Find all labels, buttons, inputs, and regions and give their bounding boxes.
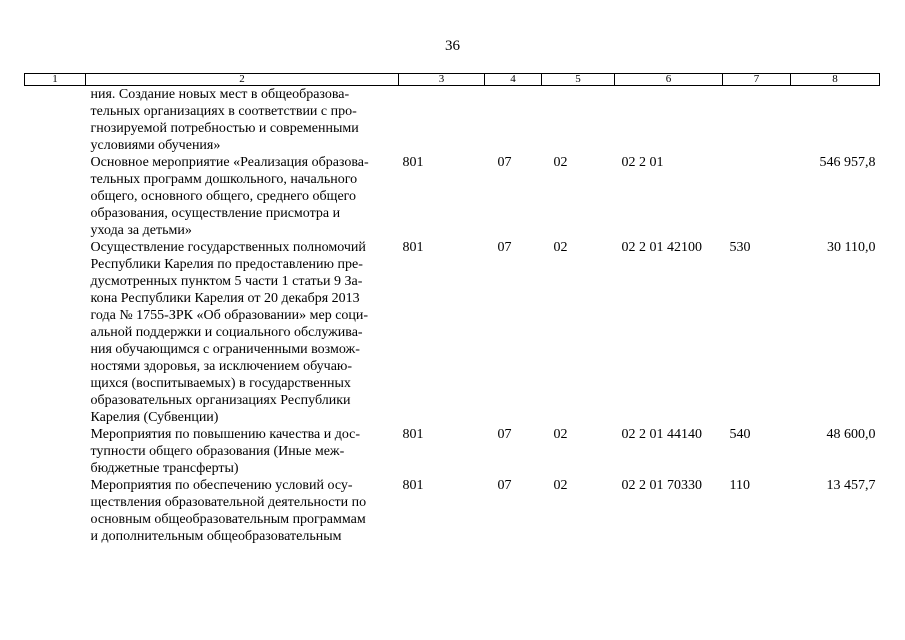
column-header: 2: [86, 74, 399, 86]
description-line: общего, основного общего, среднего общего: [90, 189, 357, 204]
table-row: [25, 86, 880, 155]
description-line: Основное мероприятие «Реализация образова-: [90, 155, 369, 170]
amount-cell: 48 600,0: [826, 427, 876, 442]
description-cell: [86, 86, 399, 155]
admin-code-cell: [399, 86, 485, 155]
description-line: ния. Создание новых мест в общеобразова-: [90, 87, 350, 102]
column-number-header: [25, 74, 880, 86]
column-header: 5: [542, 74, 615, 86]
description-cell: [86, 477, 399, 545]
row-number-cell: [25, 86, 86, 155]
subsection-cell: 02: [553, 478, 568, 493]
description-cell: [86, 239, 399, 426]
section-cell: 07: [497, 240, 512, 255]
expense-type-cell: 540: [729, 427, 751, 442]
description-line: года № 1755-ЗРК «Об образовании» мер соци-: [90, 308, 369, 323]
description-line: дусмотренных пунктом 5 части 1 статьи 9 За-: [90, 274, 363, 289]
description-line: образования, осуществление присмотра и: [90, 206, 341, 221]
target-code-cell: 02 2 01: [621, 155, 664, 170]
table-row: [25, 477, 880, 545]
expense-type-cell: 110: [729, 478, 750, 493]
column-header: 8: [791, 74, 880, 86]
row-number-cell: [25, 426, 86, 477]
description-line: Республики Карелия по предоставлению пре-: [90, 257, 363, 272]
subsection-cell: [542, 86, 615, 155]
expense-type-cell: [723, 86, 791, 155]
description-line: Мероприятия по повышению качества и дос-: [90, 427, 361, 442]
description-line: образовательных организациях Республики: [90, 393, 351, 408]
section-cell: 07: [497, 427, 512, 442]
amount-cell: [791, 86, 880, 155]
description-line: бюджетные трансферты): [90, 461, 239, 476]
description-line: альной поддержки и социального обслужива-: [90, 325, 363, 340]
description-cell: [86, 154, 399, 239]
description-line: ния обучающимся с ограниченными возмож-: [90, 342, 360, 357]
description-line: щихся (воспитываемых) в государственных: [90, 376, 351, 391]
column-header: 3: [399, 74, 485, 86]
description-line: Осуществление государственных полномочий: [90, 240, 366, 255]
description-line: кона Республики Карелия от 20 декабря 2013: [90, 291, 360, 306]
column-header: 1: [25, 74, 86, 86]
table-row: [25, 426, 880, 477]
table-row: [25, 239, 880, 426]
amount-cell: 546 957,8: [819, 155, 876, 170]
amount-cell: 13 457,7: [826, 478, 876, 493]
description-line: ществления образовательной деятельности по: [90, 495, 367, 510]
budget-table: [24, 73, 880, 545]
section-cell: 07: [497, 155, 512, 170]
description-line: ностями здоровья, за исключением обучаю-: [90, 359, 353, 374]
section-cell: 07: [497, 478, 512, 493]
description-line: и дополнительным общеобразовательным: [90, 529, 342, 544]
description-line: условиями обучения»: [90, 138, 221, 153]
description-line: основным общеобразовательным программам: [90, 512, 366, 527]
admin-code-cell: 801: [402, 427, 424, 442]
description-line: Карелия (Субвенции): [90, 410, 219, 425]
column-header: 6: [615, 74, 723, 86]
table-row: [25, 154, 880, 239]
description-line: тупности общего образования (Иные меж-: [90, 444, 345, 459]
admin-code-cell: 801: [402, 240, 424, 255]
target-code-cell: 02 2 01 44140: [621, 427, 702, 442]
subsection-cell: 02: [553, 427, 568, 442]
section-cell: [485, 86, 542, 155]
description-line: тельных организациях в соответствии с про-: [90, 104, 357, 119]
admin-code-cell: 801: [402, 155, 424, 170]
subsection-cell: 02: [553, 240, 568, 255]
expense-type-cell: 530: [729, 240, 751, 255]
target-code-cell: 02 2 01 42100: [621, 240, 702, 255]
row-number-cell: [25, 154, 86, 239]
subsection-cell: 02: [553, 155, 568, 170]
row-number-cell: [25, 239, 86, 426]
description-cell: [86, 426, 399, 477]
column-header: 4: [485, 74, 542, 86]
amount-cell: 30 110,0: [827, 240, 876, 255]
description-line: ухода за детьми»: [90, 223, 192, 238]
page-number: 36: [445, 38, 460, 54]
description-line: тельных программ дошкольного, начального: [90, 172, 358, 187]
target-code-cell: [615, 86, 723, 155]
admin-code-cell: 801: [402, 478, 424, 493]
description-line: Мероприятия по обеспечению условий осу-: [90, 478, 353, 493]
description-line: гнозируемой потребностью и современными: [90, 121, 359, 136]
column-header: 7: [723, 74, 791, 86]
expense-type-cell: [723, 154, 791, 239]
target-code-cell: 02 2 01 70330: [621, 478, 702, 493]
row-number-cell: [25, 477, 86, 545]
